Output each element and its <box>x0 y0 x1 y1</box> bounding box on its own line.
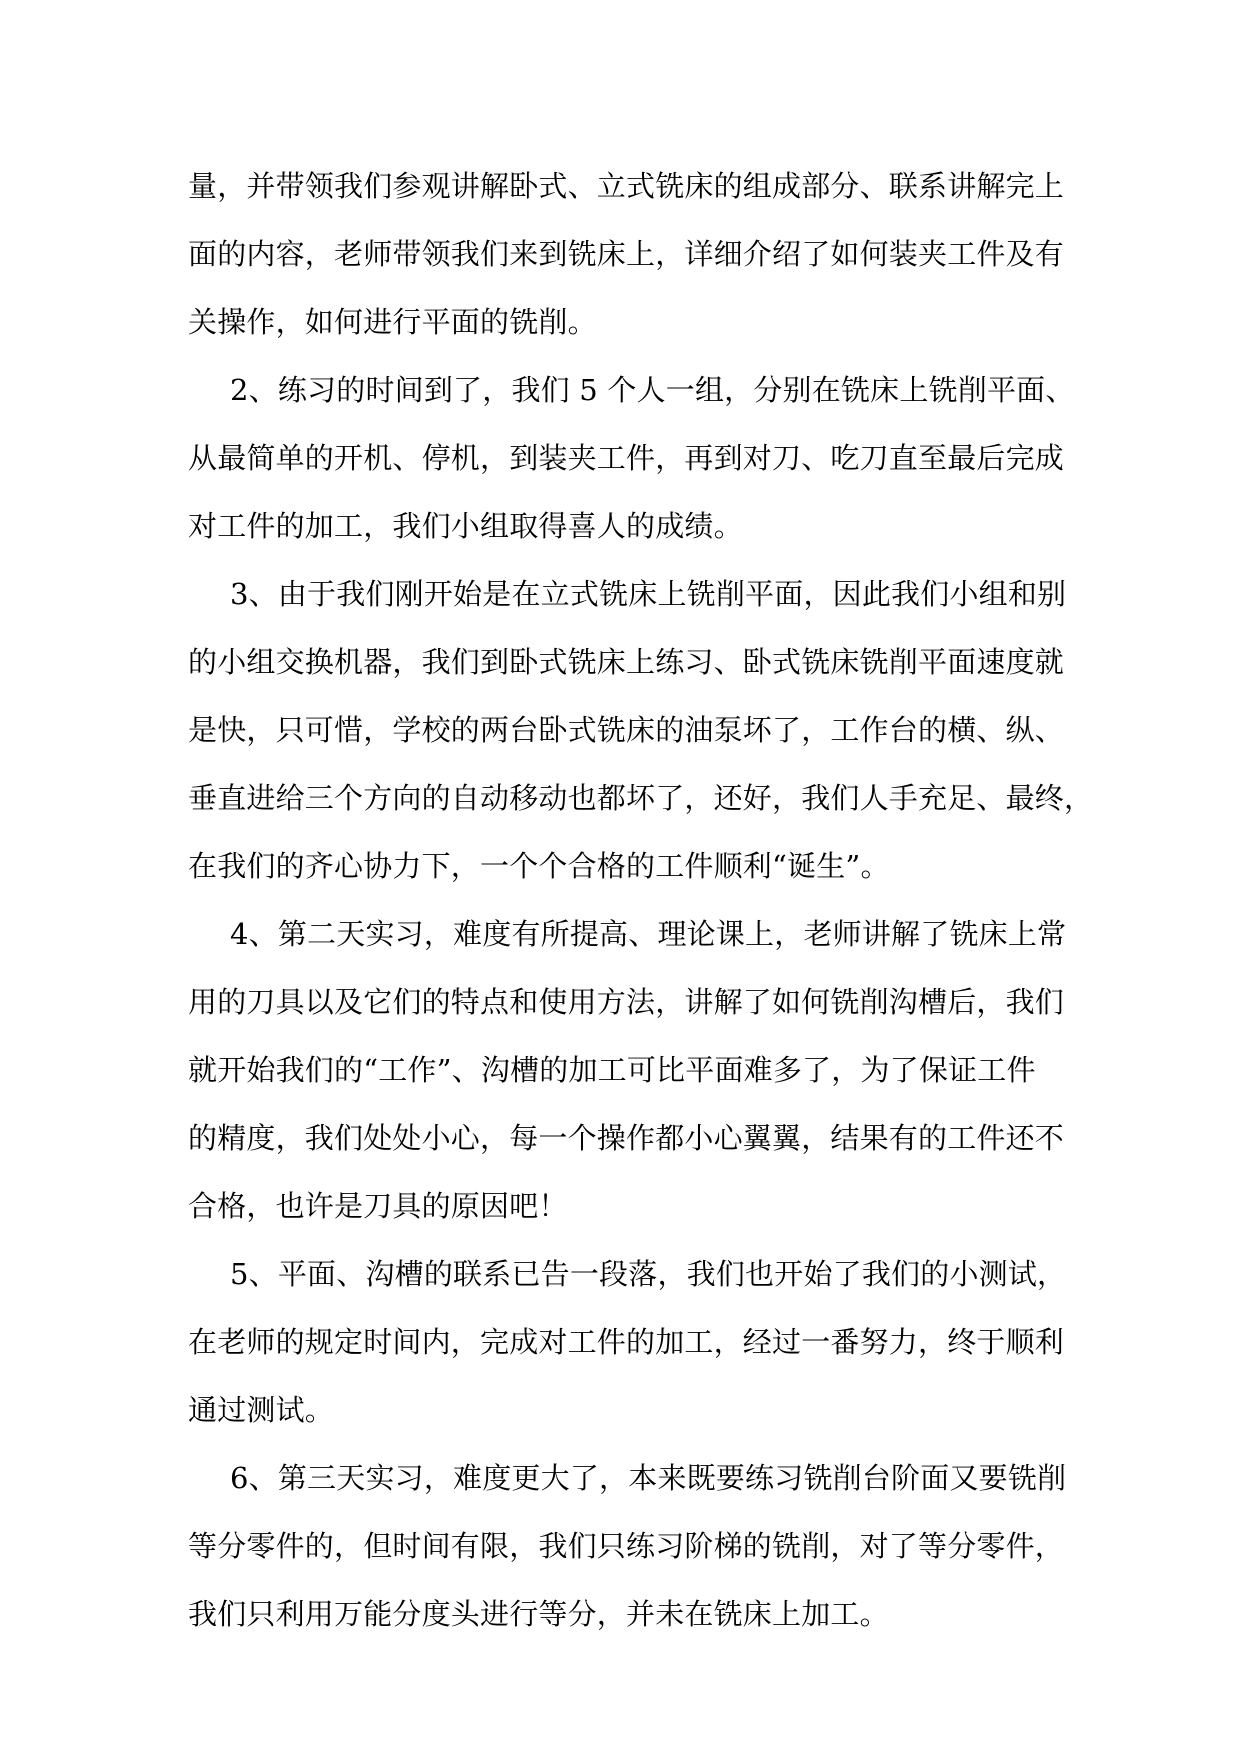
document-body <box>188 152 1094 1648</box>
paragraph-first-line: 2、练习的时间到了，我们 5 个人一组，分别在铣床上铣削平面、 <box>230 373 1075 407</box>
paragraph-line: 从最简单的开机、停机，到装夹工件，再到对刀、吃刀直至最后完成 <box>188 441 1065 475</box>
paragraph-line: 合格，也许是刀具的原因吧！ <box>188 1189 568 1223</box>
paragraph-line: 量，并带领我们参观讲解卧式、立式铣床的组成部分、联系讲解完上 <box>188 169 1065 203</box>
paragraph-first-line: 4、第二天实习，难度有所提高、理论课上，老师讲解了铣床上常 <box>230 917 1067 951</box>
paragraph-line: 对工件的加工，我们小组取得喜人的成绩。 <box>188 509 743 543</box>
paragraph-5 <box>188 1240 1068 1444</box>
paragraph-first-line: 5、平面、沟槽的联系已告一段落，我们也开始了我们的小测试， <box>230 1257 1067 1291</box>
paragraph-3 <box>188 560 1094 900</box>
paragraph-2 <box>188 356 1075 560</box>
paragraph-line: 通过测试。 <box>188 1393 335 1427</box>
paragraph-first-line: 6、第三天实习，难度更大了，本来既要练习铣削台阶面又要铣削 <box>230 1461 1067 1495</box>
paragraph-6 <box>188 1444 1068 1648</box>
paragraph-1 <box>188 152 1068 356</box>
paragraph-line: 的精度，我们处处小心，每一个操作都小心翼翼，结果有的工件还不 <box>188 1121 1065 1155</box>
paragraph-line: 等分零件的，但时间有限，我们只练习阶梯的铣削，对了等分零件， <box>188 1529 1065 1563</box>
paragraph-line: 在老师的规定时间内，完成对工件的加工，经过一番努力，终于顺利 <box>188 1325 1065 1359</box>
paragraph-line: 就开始我们的“工作”、沟槽的加工可比平面难多了，为了保证工件 <box>188 1053 1036 1087</box>
paragraph-line: 的小组交换机器，我们到卧式铣床上练习、卧式铣床铣削平面速度就 <box>188 645 1065 679</box>
paragraph-line: 关操作，如何进行平面的铣削。 <box>188 305 597 339</box>
paragraph-line: 是快，只可惜，学校的两台卧式铣床的油泵坏了，工作台的横、纵、 <box>188 713 1065 747</box>
paragraph-line: 垂直进给三个方向的自动移动也都坏了，还好，我们人手充足、最终， <box>188 781 1094 815</box>
paragraph-line: 在我们的齐心协力下，一个个合格的工件顺利“诞生”。 <box>188 849 890 883</box>
paragraph-line: 面的内容，老师带领我们来到铣床上，详细介绍了如何装夹工件及有 <box>188 237 1065 271</box>
paragraph-line: 我们只利用万能分度头进行等分，并未在铣床上加工。 <box>188 1597 889 1631</box>
paragraph-4 <box>188 900 1068 1240</box>
paragraph-line: 用的刀具以及它们的特点和使用方法，讲解了如何铣削沟槽后，我们 <box>188 985 1065 1019</box>
paragraph-first-line: 3、由于我们刚开始是在立式铣床上铣削平面，因此我们小组和别 <box>230 577 1067 611</box>
